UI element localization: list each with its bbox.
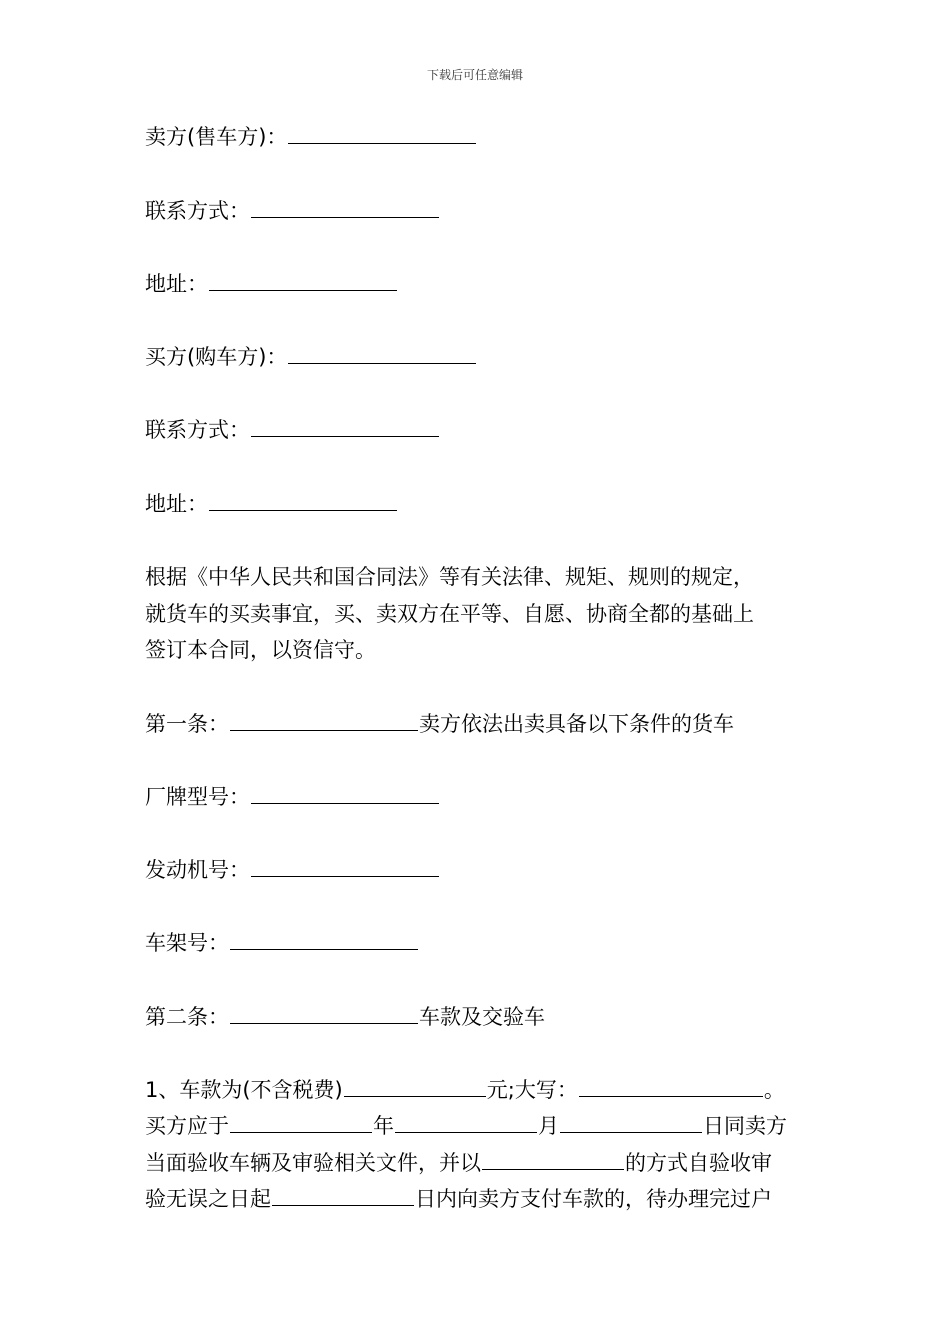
price-blank[interactable]: [344, 1074, 486, 1097]
date-prefix: 买方应于: [145, 1114, 229, 1138]
period-mark: 。: [763, 1078, 785, 1102]
seller-contact-label: 联系方式：: [145, 199, 250, 223]
seller-address-label: 地址：: [145, 272, 208, 296]
buyer-address-blank[interactable]: [209, 488, 397, 511]
engine-label: 发动机号：: [145, 858, 250, 882]
days-blank[interactable]: [272, 1183, 414, 1206]
model-blank[interactable]: [251, 781, 439, 804]
price-label: 1、车款为(不含税费): [145, 1078, 343, 1102]
seller-blank[interactable]: [288, 121, 476, 144]
day-blank[interactable]: [560, 1110, 702, 1133]
method-suffix: 的方式自验收审: [625, 1151, 772, 1175]
buyer-label: 买方(购车方)：: [145, 345, 288, 369]
intro-line-1: 根据《中华人民共和国合同法》等有关法律、规矩、规则的规定，: [145, 565, 754, 589]
days-prefix: 验无误之日起: [145, 1187, 271, 1211]
article-1-blank[interactable]: [230, 708, 418, 731]
engine-line: [145, 852, 825, 888]
intro-line-2: 就货车的买卖事宜，买、卖双方在平等、自愿、协商全都的基础上: [145, 602, 754, 626]
year-label: 年: [373, 1114, 394, 1138]
article-1-line: [145, 706, 825, 742]
clause-1-line-3: [145, 1145, 825, 1181]
month-label: 月: [538, 1114, 559, 1138]
article-1-suffix: 卖方依法出卖具备以下条件的货车: [419, 712, 734, 736]
method-blank[interactable]: [482, 1147, 624, 1170]
seller-label: 卖方(售车方)：: [145, 125, 288, 149]
seller-address-line: [145, 266, 825, 302]
model-line: [145, 779, 825, 815]
seller-contact-blank[interactable]: [251, 195, 439, 218]
seller-line: [145, 119, 825, 155]
model-label: 厂牌型号：: [145, 785, 250, 809]
frame-label: 车架号：: [145, 931, 229, 955]
day-label: 日同卖方: [703, 1114, 787, 1138]
clause-1-line-1: [145, 1072, 825, 1108]
frame-line: [145, 925, 825, 961]
article-2-suffix: 车款及交验车: [419, 1005, 545, 1029]
method-prefix: 当面验收车辆及审验相关文件，并以: [145, 1151, 481, 1175]
seller-contact-line: [145, 193, 825, 229]
days-suffix: 日内向卖方支付车款的，待办理完过户: [415, 1187, 772, 1211]
year-blank[interactable]: [230, 1110, 372, 1133]
article-2-line: [145, 999, 825, 1035]
article-2-blank[interactable]: [230, 1001, 418, 1024]
buyer-blank[interactable]: [288, 341, 476, 364]
buyer-contact-label: 联系方式：: [145, 418, 250, 442]
buyer-line: [145, 339, 825, 375]
seller-address-blank[interactable]: [209, 268, 397, 291]
clause-1-line-2: [145, 1108, 825, 1144]
buyer-address-label: 地址：: [145, 492, 208, 516]
engine-blank[interactable]: [251, 854, 439, 877]
page-header: 下载后可任意编辑: [426, 68, 523, 82]
clause-1-line-4: [145, 1181, 825, 1217]
article-2-prefix: 第二条：: [145, 1005, 229, 1029]
frame-blank[interactable]: [230, 927, 418, 950]
buyer-contact-line: [145, 412, 825, 448]
article-1-prefix: 第一条：: [145, 712, 229, 736]
buyer-contact-blank[interactable]: [251, 414, 439, 437]
intro-line-3: 签订本合同，以资信守。: [145, 638, 376, 662]
price-uppercase-blank[interactable]: [579, 1074, 763, 1097]
month-blank[interactable]: [395, 1110, 537, 1133]
price-uppercase-label: 元;大写：: [486, 1078, 578, 1102]
buyer-address-line: [145, 486, 825, 522]
